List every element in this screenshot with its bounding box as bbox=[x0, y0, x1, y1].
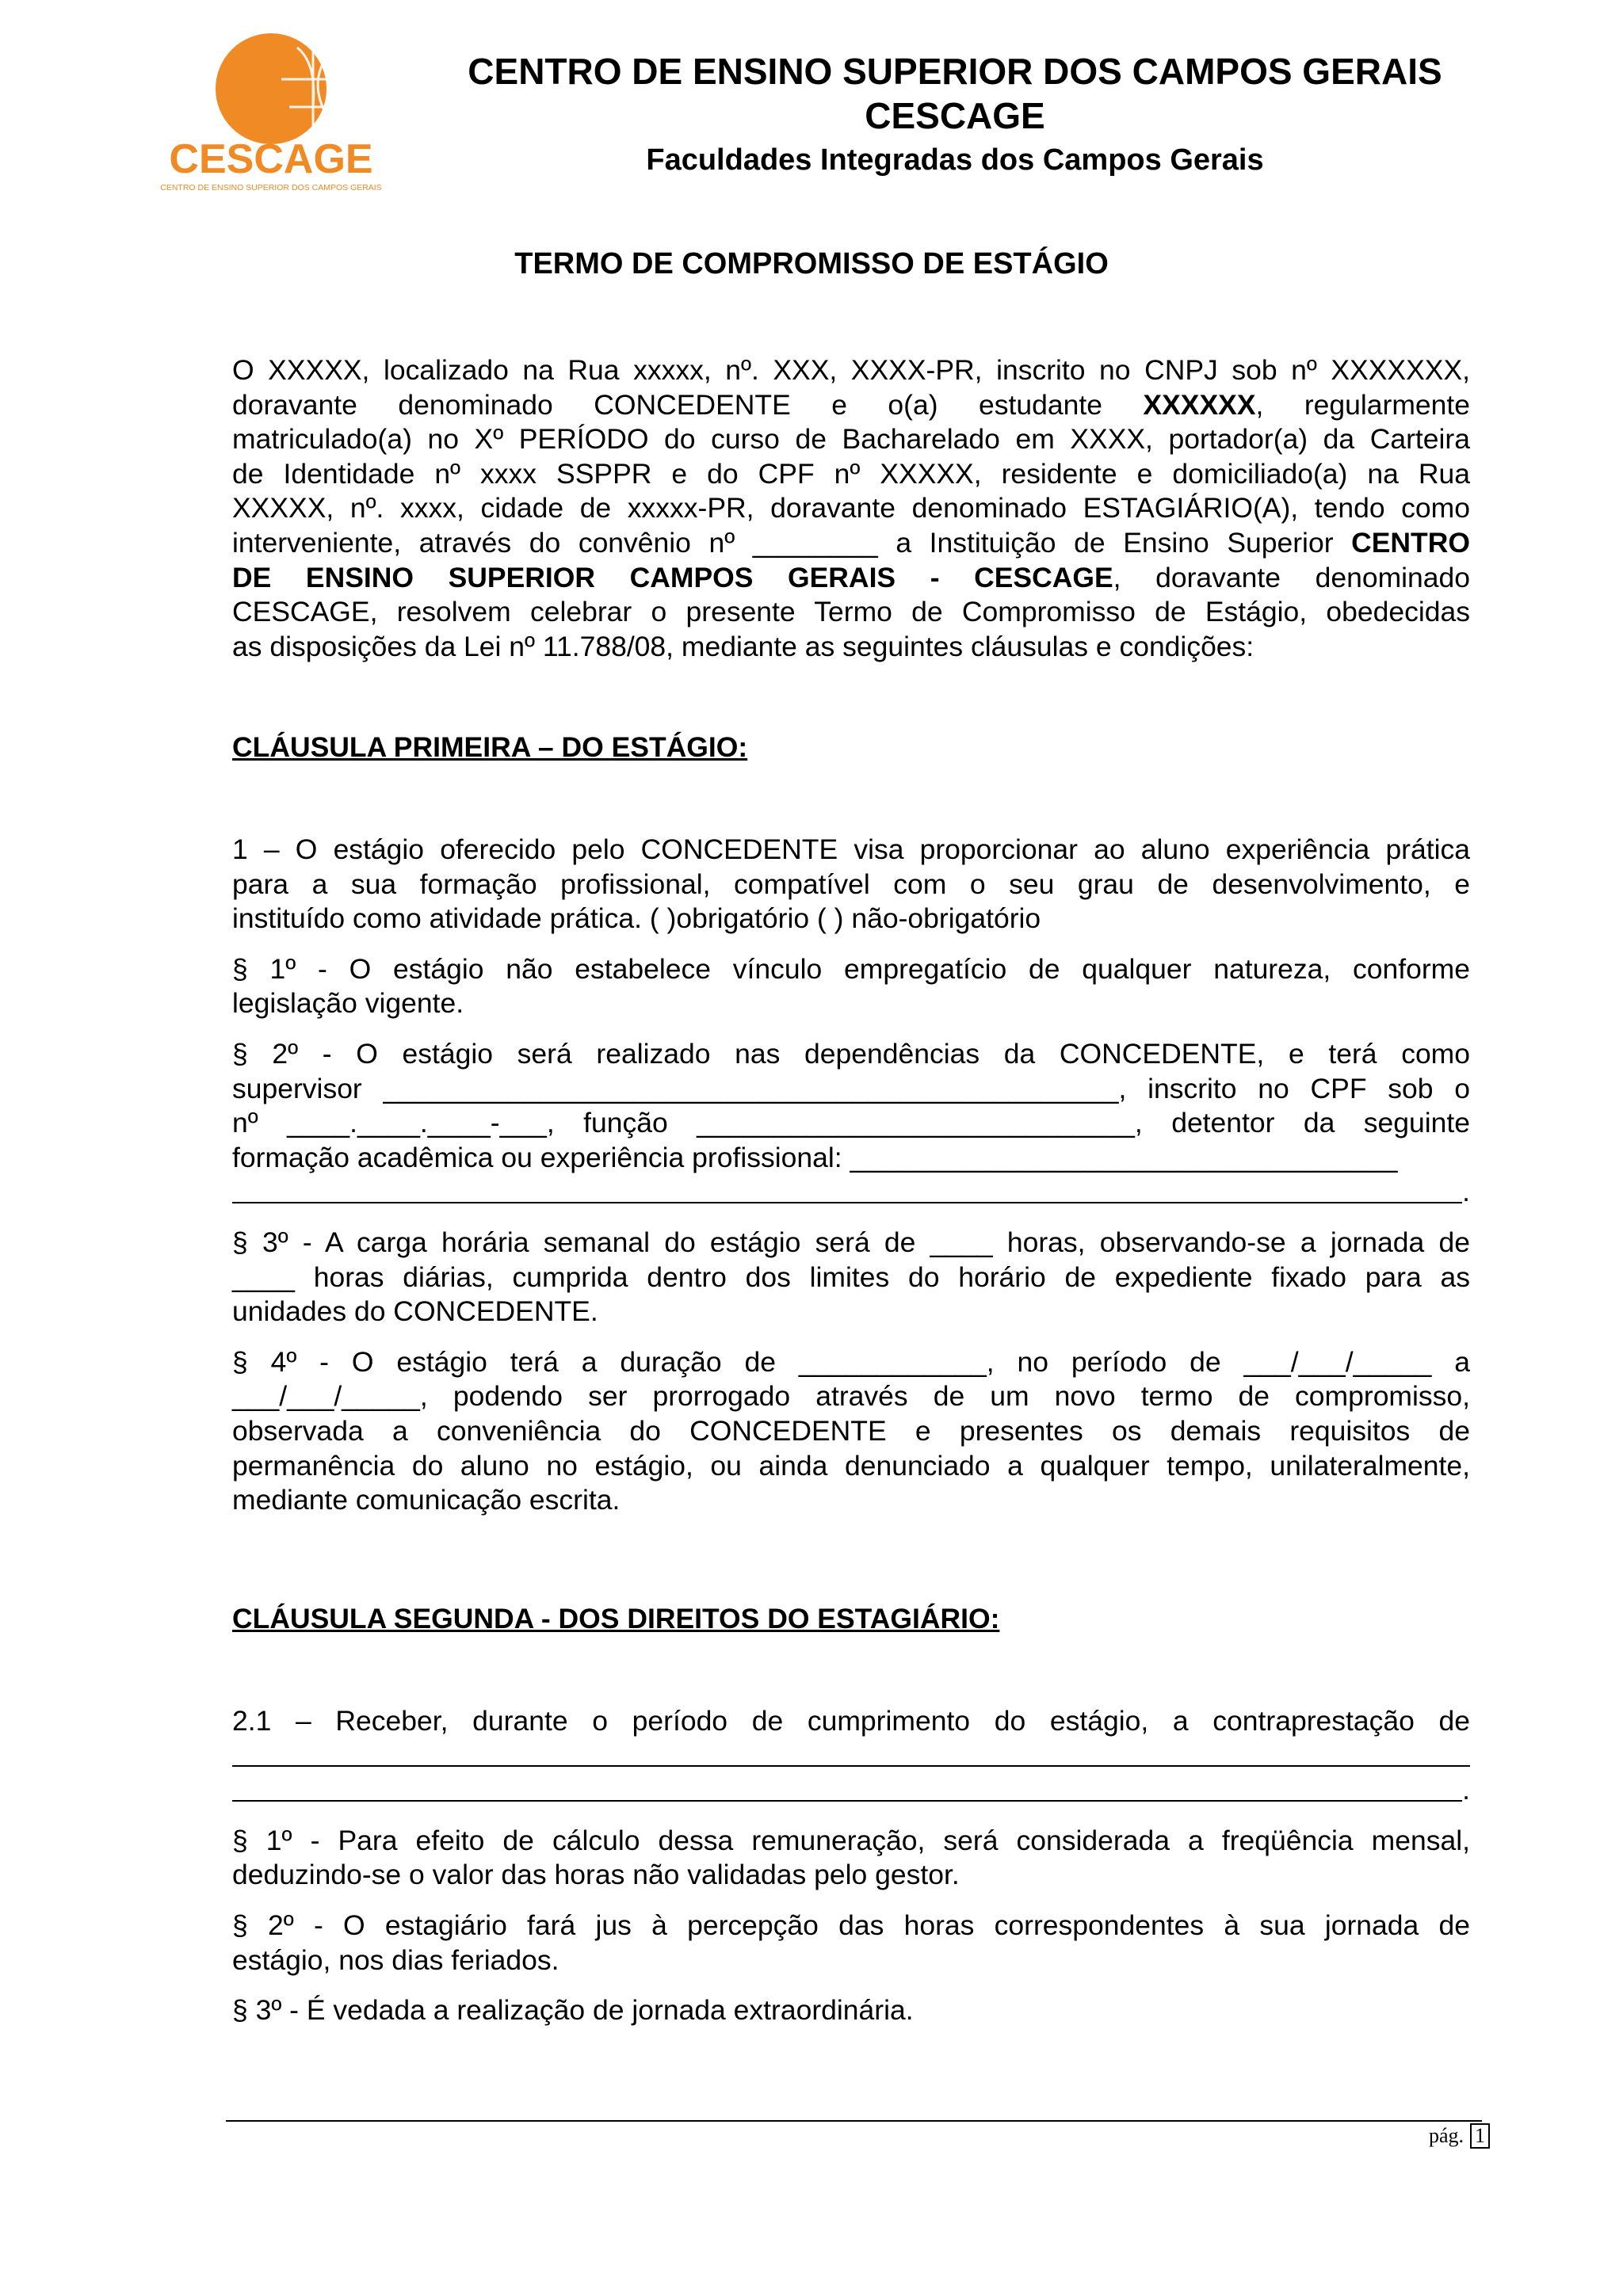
text-line: permanência do aluno no estágio, ou ainda denunciado a qualquer tempo, unilateralmente, bbox=[232, 1449, 1470, 1482]
text-line: matriculado(a) no Xº PERÍODO do curso de Bacharelado em XXXX, portador(a) da Carteira bbox=[232, 423, 1470, 456]
text-line: observada a conveniência do CONCEDENTE e presentes os demais requisitos de bbox=[232, 1414, 1470, 1447]
footer-divider bbox=[226, 2120, 1482, 2122]
text-line: unidades do CONCEDENTE. bbox=[232, 1295, 598, 1328]
text-line: 1 – O estágio oferecido pelo CONCEDENTE visa proporcionar ao aluno experiência prática bbox=[232, 833, 1470, 865]
student-name: XXXXXX bbox=[1143, 388, 1256, 421]
formation-blank-line: . bbox=[232, 1175, 1470, 1210]
text-line: ___/___/_____, podendo ser prorrogado através de um novo termo de compromisso, bbox=[232, 1380, 1470, 1413]
page-number: 1 bbox=[1470, 2123, 1490, 2149]
text-line: interveniente, através do convênio nº ________ a Instituição de Ensino Superior CENTRO bbox=[232, 526, 1470, 559]
paragraph-1: § 1º - Para efeito de cálculo dessa remuneração, será considerada a freqüência mensal, bbox=[232, 1824, 1470, 1856]
text-line: ____ horas diárias, cumprida dentro dos limites do horário de expediente fixado para as bbox=[232, 1261, 1470, 1293]
paragraph-2: § 2º - O estágio será realizado nas dependências da CONCEDENTE, e terá como bbox=[232, 1037, 1470, 1070]
remuneration-blank-line bbox=[232, 1739, 1470, 1774]
formation-line: formação acadêmica ou experiência profissional: ___________________________________ bbox=[232, 1141, 1398, 1173]
text-line: mediante comunicação escrita. bbox=[232, 1484, 621, 1516]
paragraph-4: § 4º - O estágio terá a duração de ____________, no período de ___/___/_____ a bbox=[232, 1345, 1470, 1378]
logo-wordmark: CESCAGE bbox=[169, 136, 373, 182]
text-line: as disposições da Lei nº 11.788/08, mediante as seguintes cláusulas e condições: bbox=[232, 630, 1254, 662]
document-title: TERMO DE COMPROMISSO DE ESTÁGIO bbox=[514, 247, 1109, 280]
clause-2-heading: CLÁUSULA SEGUNDA - DOS DIREITOS DO ESTAGIÁRIO: bbox=[232, 1603, 1000, 1634]
clause-1-body bbox=[232, 833, 1470, 1518]
institution-acronym: CESCAGE bbox=[865, 95, 1045, 136]
institution-name: CENTRO DE ENSINO SUPERIOR DOS CAMPOS GERAIS bbox=[468, 51, 1442, 92]
text-line: XXXXX, nº. xxxx, cidade de xxxxx-PR, doravante denominado ESTAGIÁRIO(A), tendo como bbox=[232, 492, 1470, 524]
text-line: instituído como atividade prática. ( )obrigatório ( ) não-obrigatório bbox=[232, 902, 1041, 935]
logo-subtext: CENTRO DE ENSINO SUPERIOR DOS CAMPOS GERAIS bbox=[160, 183, 382, 193]
paragraph-3: § 3º - A carga horária semanal do estágio será de ____ horas, observando-se a jornada de bbox=[232, 1226, 1470, 1258]
text-line: de Identidade nº xxxx SSPPR e do CPF nº XXXXX, residente e domiciliado(a) na Rua bbox=[232, 457, 1470, 490]
globe-icon bbox=[216, 33, 341, 144]
paragraph-1: § 1º - O estágio não estabelece vínculo empregatício de qualquer natureza, conforme bbox=[232, 952, 1470, 985]
paragraph-2: § 2º - O estagiário fará jus à percepção das horas correspondentes à sua jornada de bbox=[232, 1909, 1470, 1941]
text-line: estágio, nos dias feriados. bbox=[232, 1943, 559, 1976]
clause-1-heading: CLÁUSULA PRIMEIRA – DO ESTÁGIO: bbox=[232, 731, 748, 763]
paragraph-3: § 3º - É vedada a realização de jornada extraordinária. bbox=[232, 1994, 914, 2027]
text-line: deduzindo-se o valor das horas não validadas pelo gestor. bbox=[232, 1859, 960, 1891]
cescage-logo bbox=[160, 32, 382, 198]
page-footer bbox=[1429, 2123, 1490, 2149]
text-line: O XXXXX, localizado na Rua xxxxx, nº. XXX, XXXX-PR, inscrito no CNPJ sob nº XXXXXXX, bbox=[232, 354, 1470, 386]
text-line: doravante denominado CONCEDENTE e o(a) estudante XXXXXX, regularmente bbox=[232, 388, 1470, 421]
text-line: DE ENSINO SUPERIOR CAMPOS GERAIS - CESCAGE, doravante denominado bbox=[232, 561, 1471, 593]
intro-paragraph bbox=[232, 353, 1470, 664]
supervisor-line: supervisor _______________________________________________, inscrito no CPF sob o bbox=[232, 1072, 1470, 1104]
clause-2-body bbox=[232, 1704, 1470, 2028]
document-header bbox=[412, 49, 1498, 181]
item-2-1: 2.1 – Receber, durante o período de cumprimento do estágio, a contraprestação de bbox=[232, 1705, 1470, 1737]
text-line: legislação vigente. bbox=[232, 987, 464, 1020]
text-line: para a sua formação profissional, compatível com o seu grau de desenvolvimento, e bbox=[232, 868, 1470, 900]
remuneration-blank-line: . bbox=[232, 1773, 1470, 1808]
institution-subtitle: Faculdades Integradas dos Campos Gerais bbox=[646, 143, 1264, 177]
cpf-function-line: nº ____.____.____-___, função ____________________________, detentor da seguinte bbox=[232, 1107, 1470, 1139]
text-line: CESCAGE, resolvem celebrar o presente Termo de Compromisso de Estágio, obedecidas bbox=[232, 596, 1470, 628]
page-label: pág. bbox=[1428, 2124, 1464, 2147]
